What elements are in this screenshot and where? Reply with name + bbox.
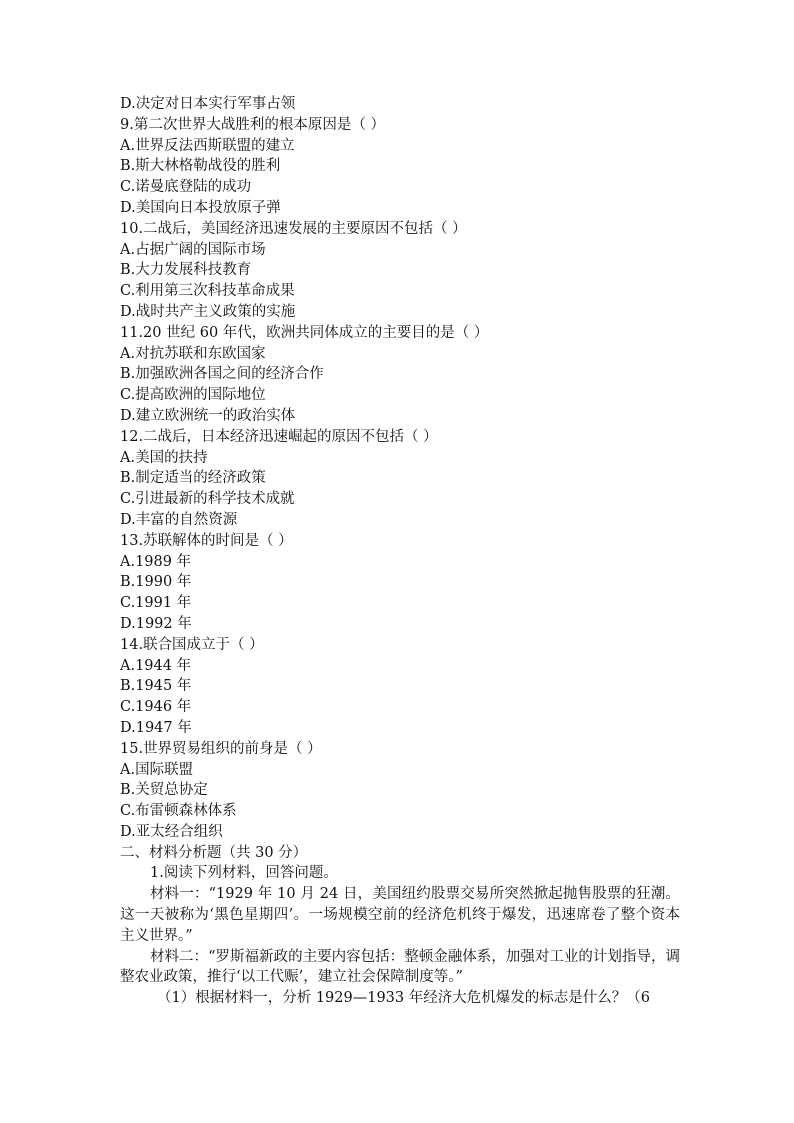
question-10: 10.二战后，美国经济迅速发展的主要原因不包括（ ） — [120, 220, 467, 237]
sub-question: （1）根据材料一，分析 1929—1933 年经济大危机爆发的标志是什么？（6 — [157, 990, 650, 1007]
question-15: 15.世界贸易组织的前身是（ ） — [120, 740, 322, 757]
option-13d: D.1992 年 — [120, 615, 192, 632]
option-12b: B.制定适当的经济政策 — [120, 470, 266, 487]
option-14a: A.1944 年 — [120, 657, 192, 674]
material-paragraph: 材料一：“1929 年 10 月 24 日，美国纽约股票交易所突然掀起抛售股票的狂潮。这一天被称为‘黑色星期四’。一场规模空前的经济危机终于爆发，迅速席卷了整个资本主义世界。” — [120, 886, 680, 944]
option-8d: D.决定对日本实行军事占领 — [120, 96, 296, 112]
option-14c: C.1946 年 — [120, 699, 192, 716]
document-body — [120, 94, 680, 1009]
question-13: 13.苏联解体的时间是（ ） — [120, 532, 293, 549]
option-15d: D.亚太经合组织 — [120, 823, 223, 840]
option-10b: B.大力发展科技教育 — [120, 262, 252, 279]
option-12c: C.引进最新的科学技术成就 — [120, 491, 295, 508]
question-11: 11.20 世纪 60 年代，欧洲共同体成立的主要目的是（ ） — [120, 324, 489, 341]
option-12a: A.美国的扶持 — [120, 449, 208, 466]
option-11a: A.对抗苏联和东欧国家 — [120, 345, 266, 362]
option-10c: C.利用第三次科技革命成果 — [120, 283, 295, 300]
option-13c: C.1991 年 — [120, 595, 192, 612]
option-9a: A.世界反法西斯联盟的建立 — [120, 137, 295, 154]
option-10d: D.战时共产主义政策的实施 — [120, 303, 296, 320]
option-15b: B.关贸总协定 — [120, 782, 208, 799]
option-14d: D.1947 年 — [120, 719, 192, 736]
option-15a: A.国际联盟 — [120, 761, 194, 778]
material-paragraph: 材料二：“罗斯福新政的主要内容包括：整顿金融体系，加强对工业的计划指导，调整农业政策，推行‘以工代赈’，建立社会保障制度等。” — [120, 948, 680, 986]
question-text: 1.阅读下列材料，回答问题。 — [150, 865, 338, 882]
option-11b: B.加强欧洲各国之间的经济合作 — [120, 366, 324, 383]
option-14b: B.1945 年 — [120, 678, 192, 695]
option-13b: B.1990 年 — [120, 574, 192, 591]
section-heading: 二、材料分析题（共 30 分） — [120, 844, 308, 861]
option-10a: A.占据广阔的国际市场 — [120, 241, 266, 258]
option-9c: C.诺曼底登陆的成功 — [120, 179, 252, 196]
question-14: 14.联合国成立于（ ） — [120, 636, 264, 653]
option-11c: C.提高欧洲的国际地位 — [120, 387, 266, 404]
question-12: 12.二战后，日本经济迅速崛起的原因不包括（ ） — [120, 428, 438, 445]
question-9: 9.第二次世界大战胜利的根本原因是（ ） — [120, 116, 385, 133]
option-15c: C.布雷顿森林体系 — [120, 803, 237, 820]
option-13a: A.1989 年 — [120, 553, 192, 570]
option-9b: B.斯大林格勒战役的胜利 — [120, 158, 281, 175]
option-12d: D.丰富的自然资源 — [120, 511, 238, 528]
option-11d: D.建立欧洲统一的政治实体 — [120, 407, 296, 424]
option-9d: D.美国向日本投放原子弹 — [120, 199, 281, 216]
